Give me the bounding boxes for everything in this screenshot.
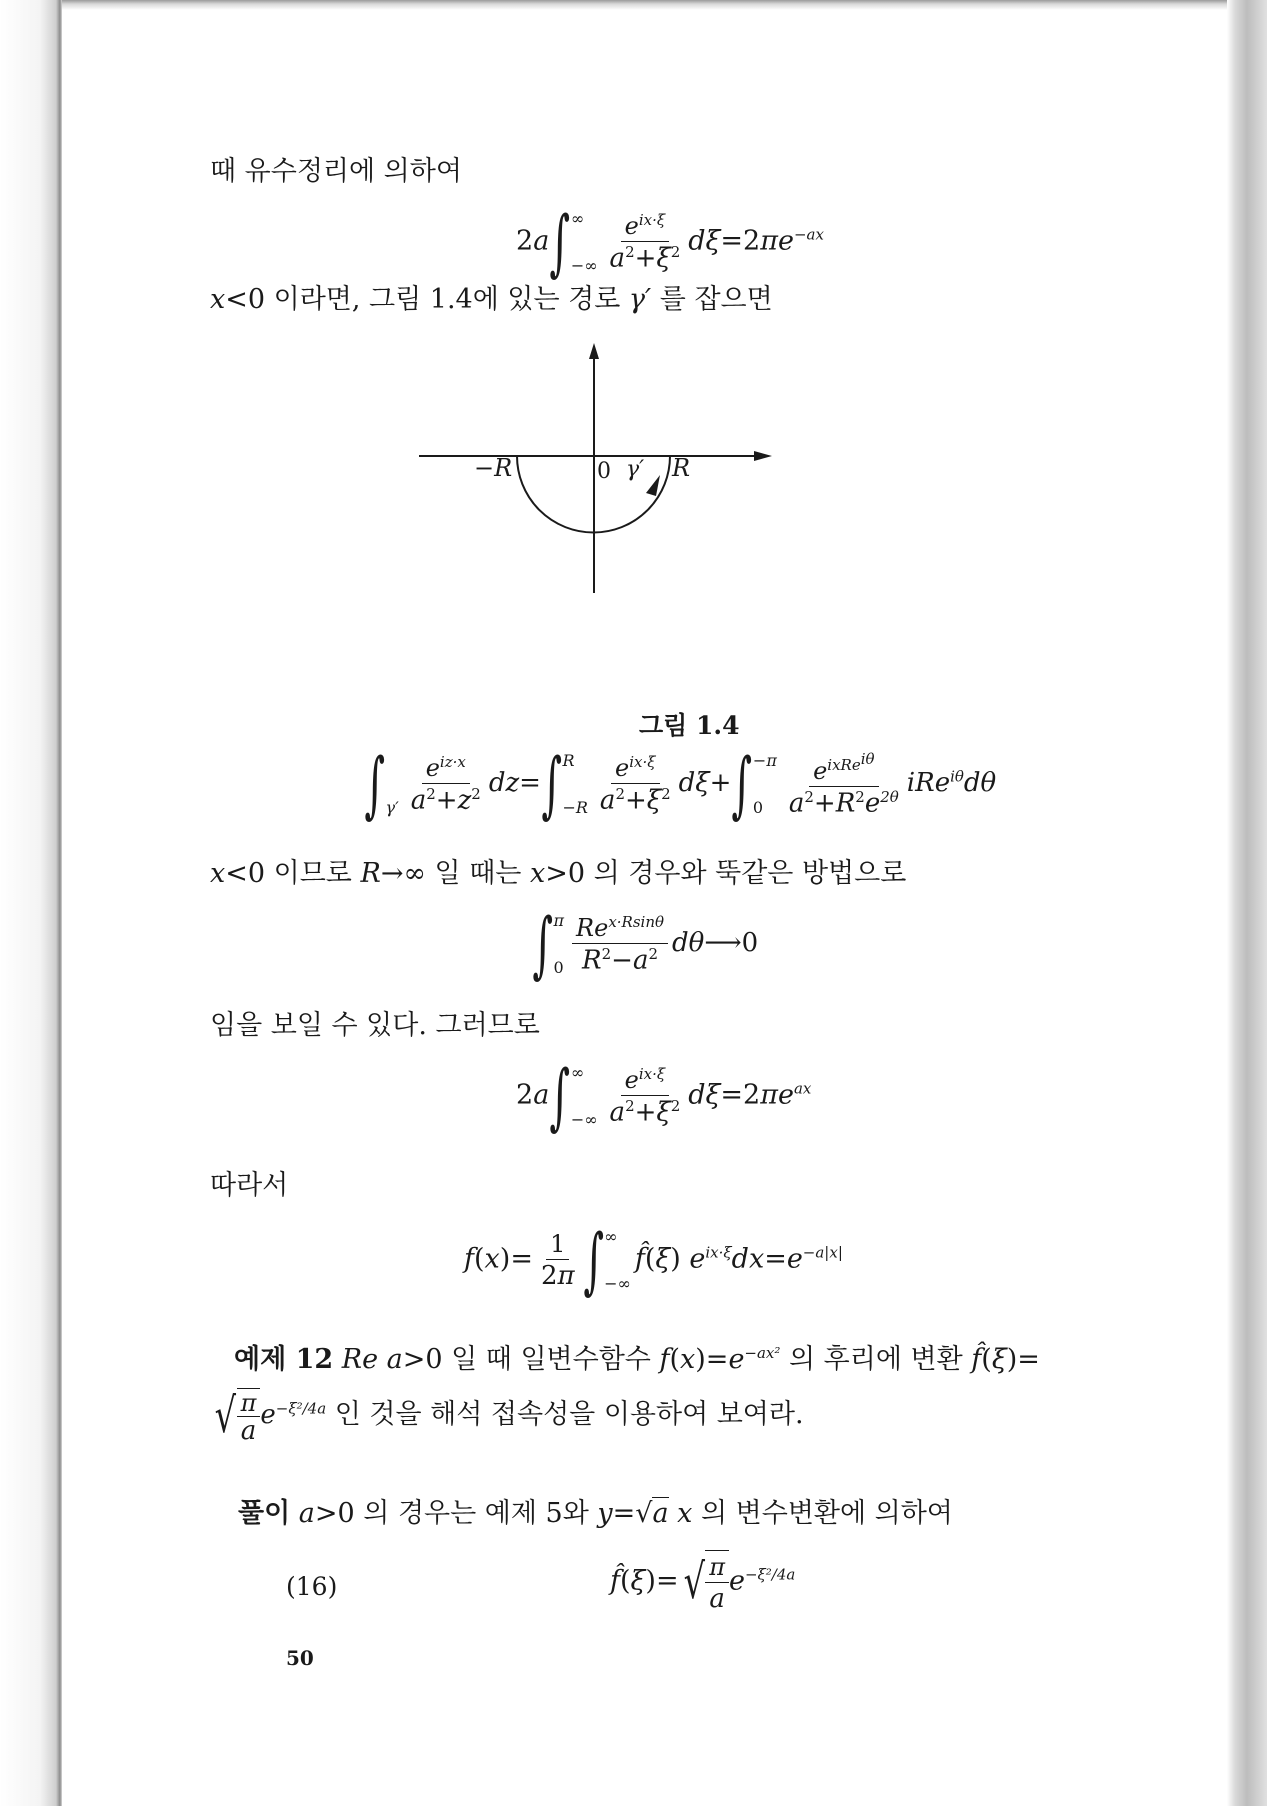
example-text-a: 일 때 일변수함수 [451, 1344, 651, 1375]
solution-label: 풀이 [238, 1498, 291, 1529]
paragraph-3-a: 이므로 [273, 858, 352, 889]
page-number: 50 [286, 1646, 314, 1670]
figure-caption: 그림 1.4 [639, 711, 740, 740]
scan-shadow-top [60, 0, 1230, 10]
figure-1-4-contour [414, 335, 834, 600]
scan-shadow-left [0, 0, 62, 1806]
example-12-line-2: √ $\frac{\pi}{a}$ $e^{-\xi^2/4a}$ 인 것을 해석 접속성을 이용하여 보여라. [214, 1388, 804, 1446]
solution: 풀이 a>0 의 경우는 예제 5와 y=√a x 의 변수변환에 의하여 [238, 1498, 953, 1529]
example-text-b: 의 후리에 변환 [789, 1344, 963, 1375]
equation-1: 2a∫ ∞ −∞ $\frac{e^{ix\cdot\xi}}{a^2+\xi^2}$ $d\xi=2\pi e^{-ax}$ [516, 200, 824, 284]
example-label: 예제 12 [234, 1344, 334, 1375]
paragraph-1: 때 유수정리에 의하여 [210, 156, 462, 187]
paragraph-2-end: 를 잡으면 [659, 284, 773, 315]
contour-arrow-icon [646, 475, 660, 496]
paragraph-3: x<0 이므로 R→∞ 일 때는 x>0 의 경우와 뚝같은 방법으로 [210, 858, 907, 889]
equation-2: ∫ γ′ $\frac{e^{iz\cdot x}}{a^2+z^2}$ dz=∫ R −R $\frac{e^{ix\cdot\xi}}{a^2+\xi^2}$ dξ+∫ −π 0 $\frac{e^{ixRe^{i\theta}}}{a^2+R^2e^{2\theta}}$ iRe$^{i\theta}$dθ [364, 742, 997, 826]
equation-3: ∫ π 0 $\frac{Re^{x\cdot Rsin\theta}}{R^2-a^2}$ dθ⟶0 [532, 902, 759, 986]
label-origin: 0 [597, 459, 611, 484]
equation-16: f̂(ξ)= √ $\frac{\pi}{a}$ $e^{-\xi^2/4a}$ [610, 1550, 795, 1614]
y-axis-arrow-icon [589, 343, 599, 359]
example-12: 예제 12 Re a>0 일 때 일변수함수 $f(x)=e^{-ax^2}$ 의 후리에 변환 f̂(ξ)= [234, 1344, 1040, 1375]
scan-shadow-right [1227, 0, 1267, 1806]
x-axis-arrow-icon [754, 451, 772, 461]
paragraph-5: 따라서 [210, 1170, 289, 1201]
paragraph-2: x<0 이라면, 그림 1.4에 있는 경로 γ′ 를 잡으면 [210, 284, 773, 315]
label-neg-r: −R [474, 454, 513, 482]
book-page [64, 10, 1227, 1806]
equation-5: f(x)= $\frac{1}{2\pi}$ ∫ ∞ −∞ f̂(ξ) $e^{ix\cdot\xi}dx=e^{-a|x|}$ [464, 1218, 843, 1302]
equation-number: (16) [286, 1572, 338, 1601]
paragraph-3-c: 의 경우와 뚝같은 방법으로 [593, 858, 907, 889]
label-gamma: γ′ [626, 457, 645, 482]
paragraph-4: 임을 보일 수 있다. 그러므로 [210, 1010, 540, 1041]
example-text-c: 인 것을 해석 접속성을 이용하여 보여라. [334, 1399, 804, 1430]
paragraph-3-b: 일 때는 [434, 858, 522, 889]
equation-4: 2a∫ ∞ −∞ $\frac{e^{ix\cdot\xi}}{a^2+\xi^2}$ $d\xi=2\pi e^{ax}$ [516, 1054, 812, 1138]
paragraph-2-text: 이라면, 그림 1.4에 있는 경로 [273, 284, 621, 315]
solution-text-a: 의 경우는 예제 5와 [363, 1498, 589, 1529]
label-pos-r: R [672, 454, 691, 482]
solution-text-b: 의 변수변환에 의하여 [700, 1498, 953, 1529]
